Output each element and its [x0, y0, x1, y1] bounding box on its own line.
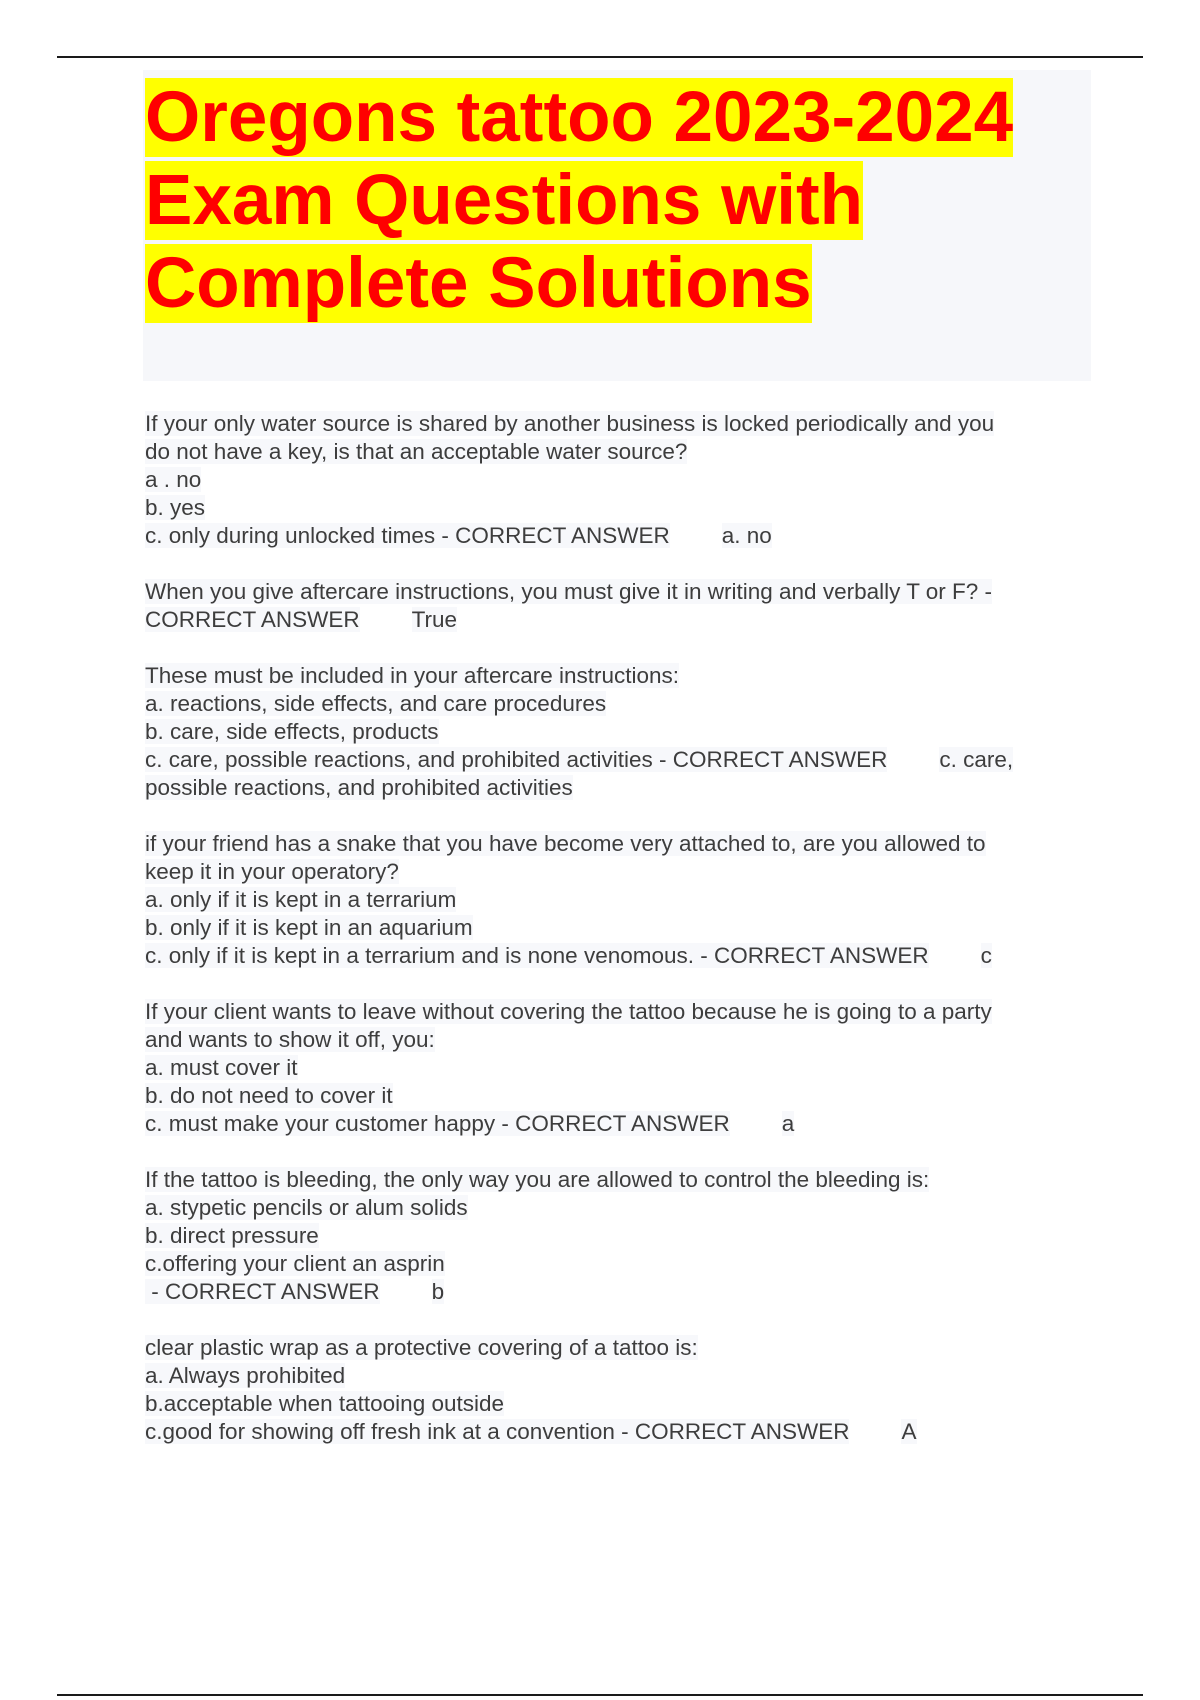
question-line: [145, 1250, 1085, 1278]
question-line: [145, 914, 1085, 942]
question-line: [145, 718, 1085, 746]
question-item: [145, 830, 1085, 970]
question-line: [145, 578, 1085, 606]
question-line: [145, 1222, 1085, 1250]
question-text: b. direct pressure: [145, 1223, 319, 1248]
question-line: [145, 690, 1085, 718]
question-item: [145, 998, 1085, 1138]
question-text: If your only water source is shared by another business is locked periodically and you: [145, 411, 995, 436]
question-item: [145, 1166, 1085, 1306]
question-item: [145, 410, 1085, 550]
question-text: if your friend has a snake that you have become very attached to, are you allowed to: [145, 831, 986, 856]
question-line: [145, 1082, 1085, 1110]
question-list: [145, 410, 1085, 1474]
question-line: [145, 830, 1085, 858]
correct-answer-label: c. care, possible reactions, and prohibited activities - CORRECT ANSWER: [145, 747, 888, 772]
question-line: [145, 998, 1085, 1026]
question-text: These must be included in your aftercare instructions:: [145, 663, 680, 688]
answer-text: a: [781, 1111, 795, 1136]
question-line: [145, 1194, 1085, 1222]
question-text: and wants to show it off, you:: [145, 1027, 435, 1052]
question-line: [145, 1026, 1085, 1054]
answer-line: [145, 522, 1085, 550]
correct-answer-label: c.good for showing off fresh ink at a convention - CORRECT ANSWER: [145, 1419, 850, 1444]
question-text: a. only if it is kept in a terrarium: [145, 887, 457, 912]
question-text: c.offering your client an asprin: [145, 1251, 445, 1276]
correct-answer-label: c. only if it is kept in a terrarium and is none venomous. - CORRECT ANSWER: [145, 943, 929, 968]
question-text: clear plastic wrap as a protective covering of a tattoo is:: [145, 1335, 698, 1360]
question-line: [145, 1334, 1085, 1362]
correct-answer-label: c. must make your customer happy - CORRECT ANSWER: [145, 1111, 730, 1136]
question-line: [145, 858, 1085, 886]
question-line: [145, 438, 1085, 466]
question-line: [145, 494, 1085, 522]
question-text: do not have a key, is that an acceptable water source?: [145, 439, 688, 464]
correct-answer-label: - CORRECT ANSWER: [145, 1279, 380, 1304]
question-text: b. yes: [145, 495, 206, 520]
question-text: a. stypetic pencils or alum solids: [145, 1195, 468, 1220]
question-item: [145, 662, 1085, 802]
answer-text: b: [431, 1279, 445, 1304]
question-text: b. only if it is kept in an aquarium: [145, 915, 473, 940]
correct-answer-label: CORRECT ANSWER: [145, 607, 360, 632]
answer-line: [145, 1110, 1085, 1138]
correct-answer-label: c. only during unlocked times - CORRECT ANSWER: [145, 523, 670, 548]
question-text: a . no: [145, 467, 202, 492]
question-line: [145, 1054, 1085, 1082]
question-line: [145, 1362, 1085, 1390]
answer-text: c: [980, 943, 992, 968]
answer-continuation: [145, 774, 1085, 802]
question-item: [145, 1334, 1085, 1446]
bottom-rule: [57, 1694, 1143, 1696]
title-line: Oregons tattoo 2023-2024: [145, 78, 1014, 157]
answer-text: possible reactions, and prohibited activities: [145, 775, 573, 800]
question-line: [145, 1390, 1085, 1418]
top-rule: [57, 56, 1143, 58]
question-text: a. must cover it: [145, 1055, 298, 1080]
question-text: b. do not need to cover it: [145, 1083, 393, 1108]
answer-text: a. no: [721, 523, 772, 548]
question-text: b. care, side effects, products: [145, 719, 439, 744]
question-text: If the tattoo is bleeding, the only way you are allowed to control the bleeding is:: [145, 1167, 930, 1192]
question-item: [145, 578, 1085, 634]
question-line: [145, 410, 1085, 438]
document-title: [145, 76, 1045, 325]
question-line: [145, 662, 1085, 690]
title-line: Complete Solutions: [145, 244, 812, 323]
answer-line: [145, 942, 1085, 970]
question-text: a. Always prohibited: [145, 1363, 346, 1388]
answer-text: c. care,: [939, 747, 1014, 772]
answer-line: [145, 1278, 1085, 1306]
question-text: When you give aftercare instructions, you must give it in writing and verbally T or F? -: [145, 579, 993, 604]
title-line: Exam Questions with: [145, 161, 864, 240]
question-line: [145, 466, 1085, 494]
question-text: b.acceptable when tattooing outside: [145, 1391, 505, 1416]
answer-line: [145, 606, 1085, 634]
question-text: keep it in your operatory?: [145, 859, 399, 884]
question-line: [145, 886, 1085, 914]
question-line: [145, 1166, 1085, 1194]
answer-line: [145, 1418, 1085, 1446]
answer-line: [145, 746, 1085, 774]
question-text: If your client wants to leave without covering the tattoo because he is going to a party: [145, 999, 992, 1024]
answer-text: A: [901, 1419, 917, 1444]
question-text: a. reactions, side effects, and care procedures: [145, 691, 607, 716]
answer-text: True: [411, 607, 458, 632]
